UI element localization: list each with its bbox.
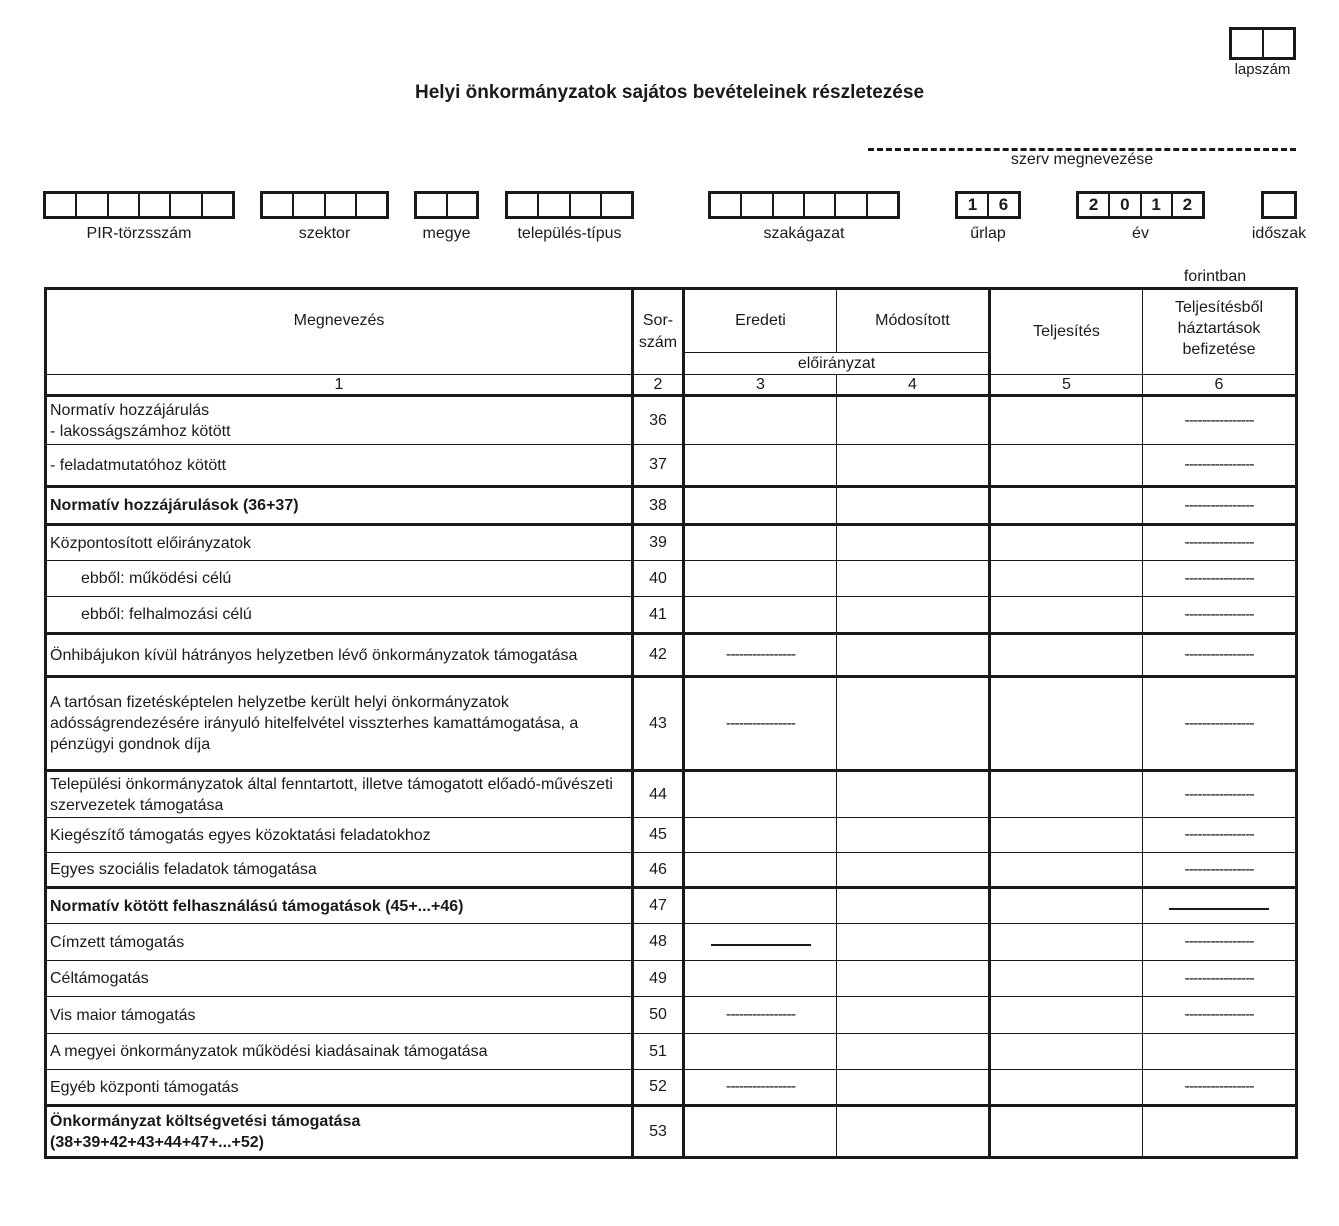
ev-boxes[interactable] — [1076, 191, 1205, 219]
value-cell-col5[interactable] — [990, 677, 1143, 771]
value-cell-col6[interactable]: ---------------- — [1143, 677, 1297, 771]
table-row — [46, 396, 1297, 445]
header-modositott: Módosított — [837, 289, 990, 353]
unit-label: forintban — [1183, 268, 1247, 285]
row-name: A megyei önkormányzatok működési kiadásainak támogatása — [46, 1034, 633, 1070]
row-name: Normatív hozzájárulások (36+37) — [46, 487, 633, 525]
value-cell-col5[interactable] — [990, 396, 1143, 445]
pir-cell[interactable] — [203, 194, 232, 216]
row-number: 38 — [633, 487, 684, 525]
value-cell-col6[interactable]: ---------------- — [1143, 561, 1297, 597]
row-number: 47 — [633, 888, 684, 924]
value-cell-col6[interactable]: ---------------- — [1143, 1070, 1297, 1106]
column-number: 1 — [46, 375, 633, 396]
urlap-boxes[interactable] — [955, 191, 1021, 219]
header-megnevezes: Megnevezés — [46, 289, 633, 375]
table-row — [46, 487, 1297, 525]
header-haztartasok: Teljesítésből háztartások befizetése — [1143, 289, 1297, 375]
table-row — [46, 924, 1297, 961]
szektor-label: szektor — [298, 225, 351, 242]
table-row — [46, 961, 1297, 997]
row-name: ebből: működési célú — [46, 561, 633, 597]
row-number: 52 — [633, 1070, 684, 1106]
value-cell-col6[interactable]: ---------------- — [1143, 525, 1297, 561]
value-cell-col3[interactable] — [684, 525, 837, 561]
revenue-table — [44, 287, 1298, 1159]
value-cell-col3[interactable] — [684, 924, 837, 961]
column-number: 2 — [633, 375, 684, 396]
ev-cell[interactable]: 0 — [1110, 194, 1141, 216]
value-cell-col6[interactable]: ---------------- — [1143, 634, 1297, 677]
szektor-cell[interactable] — [263, 194, 294, 216]
value-cell-col5[interactable] — [990, 1070, 1143, 1106]
szektor-boxes[interactable] — [260, 191, 389, 219]
row-number: 48 — [633, 924, 684, 961]
value-cell-col5[interactable] — [990, 445, 1143, 487]
table-row — [46, 561, 1297, 597]
szakagazat-cell[interactable] — [742, 194, 773, 216]
value-cell-col4[interactable] — [837, 561, 990, 597]
value-cell-col4[interactable] — [837, 771, 990, 818]
value-cell-col3[interactable] — [684, 961, 837, 997]
value-cell-col3[interactable] — [684, 1106, 837, 1158]
solid-line-mark — [711, 944, 811, 946]
value-cell-col3[interactable] — [684, 561, 837, 597]
value-cell-col3[interactable] — [684, 487, 837, 525]
szakagazat-cell[interactable] — [774, 194, 805, 216]
row-number: 49 — [633, 961, 684, 997]
table-row — [46, 771, 1297, 818]
lapszam-label: lapszám — [1234, 61, 1291, 78]
row-name: Céltámogatás — [46, 961, 633, 997]
row-name: Normatív hozzájárulás - lakosságszámhoz kötött — [46, 396, 633, 445]
value-cell-col4[interactable] — [837, 1106, 990, 1158]
value-cell-col5[interactable] — [990, 597, 1143, 634]
value-cell-col6[interactable]: ---------------- — [1143, 597, 1297, 634]
value-cell-col4[interactable] — [837, 888, 990, 924]
value-cell-col6[interactable] — [1143, 888, 1297, 924]
row-name: Egyes szociális feladatok támogatása — [46, 853, 633, 888]
value-cell-col6[interactable] — [1143, 1106, 1297, 1158]
megye-label: megye — [422, 225, 471, 242]
row-name: - feladatmutatóhoz kötött — [46, 445, 633, 487]
row-name: Önhibájukon kívül hátrányos helyzetben lévő önkormányzatok támogatása — [46, 634, 633, 677]
value-cell-col5[interactable] — [990, 1106, 1143, 1158]
urlap-cell[interactable]: 6 — [998, 195, 1009, 214]
pir-boxes[interactable] — [43, 191, 235, 219]
table-row — [46, 445, 1297, 487]
row-name: Kiegészítő támogatás egyes közoktatási feladatokhoz — [46, 818, 633, 853]
szektor-cell[interactable] — [294, 194, 325, 216]
row-number: 45 — [633, 818, 684, 853]
value-cell-col3[interactable] — [684, 597, 837, 634]
row-number: 41 — [633, 597, 684, 634]
telepules-cell[interactable] — [508, 194, 539, 216]
idoszak-label: időszak — [1251, 225, 1307, 242]
row-name: Címzett támogatás — [46, 924, 633, 961]
row-number: 39 — [633, 525, 684, 561]
value-cell-col4[interactable] — [837, 634, 990, 677]
megye-cell[interactable] — [417, 194, 448, 216]
urlap-label: űrlap — [970, 225, 1006, 242]
value-cell-col3[interactable] — [684, 771, 837, 818]
telepules-cell[interactable] — [571, 194, 602, 216]
pir-cell[interactable] — [77, 194, 108, 216]
row-number: 46 — [633, 853, 684, 888]
pir-cell[interactable] — [46, 194, 77, 216]
table-row — [46, 1106, 1297, 1158]
table-row — [46, 1034, 1297, 1070]
telepules-cell[interactable] — [602, 194, 631, 216]
row-name: Önkormányzat költségvetési támogatása (38+39+42+43+44+47+...+52) — [46, 1106, 633, 1158]
ev-label: év — [1132, 225, 1149, 242]
value-cell-col4[interactable] — [837, 597, 990, 634]
row-name: ebből: felhalmozási célú — [46, 597, 633, 634]
pir-cell[interactable] — [140, 194, 171, 216]
column-number: 3 — [684, 375, 837, 396]
szakagazat-cell[interactable] — [836, 194, 867, 216]
szakagazat-boxes[interactable] — [708, 191, 900, 219]
row-number: 40 — [633, 561, 684, 597]
idoszak-cell[interactable] — [1264, 194, 1294, 216]
value-cell-col4[interactable] — [837, 525, 990, 561]
table-row — [46, 525, 1297, 561]
value-cell-col6[interactable]: ---------------- — [1143, 924, 1297, 961]
value-cell-col4[interactable] — [837, 818, 990, 853]
column-number: 6 — [1143, 375, 1297, 396]
table-row — [46, 818, 1297, 853]
value-cell-col5[interactable] — [990, 997, 1143, 1034]
row-number: 53 — [633, 1106, 684, 1158]
telepules-boxes[interactable] — [505, 191, 634, 219]
row-number: 43 — [633, 677, 684, 771]
table-row — [46, 997, 1297, 1034]
szektor-cell[interactable] — [326, 194, 357, 216]
page-title: Helyi önkormányzatok sajátos bevételeinek részletezése — [414, 82, 925, 103]
value-cell-col6[interactable]: ---------------- — [1143, 818, 1297, 853]
header-eredeti: Eredeti — [684, 289, 837, 353]
row-name: Települési önkormányzatok által fenntartott, illetve támogatott előadó-művészeti szervezetek támogatása — [46, 771, 633, 818]
value-cell-col5[interactable] — [990, 924, 1143, 961]
row-number: 37 — [633, 445, 684, 487]
value-cell-col3[interactable] — [684, 818, 837, 853]
value-cell-col5[interactable] — [990, 771, 1143, 818]
value-cell-col5[interactable] — [990, 1034, 1143, 1070]
value-cell-col3[interactable] — [684, 853, 837, 888]
value-cell-col4[interactable] — [837, 924, 990, 961]
ev-cell[interactable]: 2 — [1079, 194, 1110, 216]
row-name: Vis maior támogatás — [46, 997, 633, 1034]
table-row — [46, 597, 1297, 634]
value-cell-col5[interactable] — [990, 634, 1143, 677]
value-cell-col6[interactable]: ---------------- — [1143, 487, 1297, 525]
value-cell-col6[interactable]: ---------------- — [1143, 771, 1297, 818]
value-cell-col6[interactable] — [1143, 1034, 1297, 1070]
row-name: Központosított előirányzatok — [46, 525, 633, 561]
column-number: 5 — [990, 375, 1143, 396]
value-cell-col4[interactable] — [837, 396, 990, 445]
row-name: Egyéb központi támogatás — [46, 1070, 633, 1106]
table-row — [46, 888, 1297, 924]
value-cell-col3[interactable]: ---------------- — [684, 1070, 837, 1106]
value-cell-col6[interactable]: ---------------- — [1143, 445, 1297, 487]
solid-line-mark — [1169, 908, 1269, 910]
urlap-cell[interactable]: 1 — [958, 194, 989, 216]
lapszam-box[interactable] — [1229, 27, 1296, 60]
value-cell-col5[interactable] — [990, 818, 1143, 853]
row-number: 36 — [633, 396, 684, 445]
telepules-label: település-típus — [517, 225, 622, 242]
pir-cell[interactable] — [109, 194, 140, 216]
row-name: A tartósan fizetésképtelen helyzetbe került helyi önkormányzatok adósságrendezésére irányuló hitelfelvétel visszterhes kamattámogatása, a pénzügyi gondnok díja — [46, 677, 633, 771]
value-cell-col6[interactable]: ---------------- — [1143, 961, 1297, 997]
telepules-cell[interactable] — [539, 194, 570, 216]
table-row — [46, 1070, 1297, 1106]
value-cell-col4[interactable] — [837, 677, 990, 771]
szakagazat-label: szakágazat — [763, 225, 845, 242]
value-cell-col3[interactable] — [684, 445, 837, 487]
value-cell-col3[interactable] — [684, 396, 837, 445]
value-cell-col3[interactable]: ---------------- — [684, 634, 837, 677]
row-name: Normatív kötött felhasználású támogatások (45+...+46) — [46, 888, 633, 924]
header-sorszam: Sor- szám — [633, 289, 684, 375]
table-row — [46, 677, 1297, 771]
value-cell-col3[interactable]: ---------------- — [684, 997, 837, 1034]
value-cell-col6[interactable]: ---------------- — [1143, 396, 1297, 445]
value-cell-col5[interactable] — [990, 888, 1143, 924]
ev-cell[interactable]: 2 — [1182, 195, 1193, 214]
value-cell-col5[interactable] — [990, 487, 1143, 525]
table-row — [46, 853, 1297, 888]
header-teljesites: Teljesítés — [990, 289, 1143, 375]
value-cell-col4[interactable] — [837, 853, 990, 888]
value-cell-col6[interactable]: ---------------- — [1143, 997, 1297, 1034]
idoszak-boxes[interactable] — [1261, 191, 1297, 219]
value-cell-col4[interactable] — [837, 487, 990, 525]
pir-cell[interactable] — [171, 194, 202, 216]
value-cell-col4[interactable] — [837, 1034, 990, 1070]
value-cell-col4[interactable] — [837, 997, 990, 1034]
ev-cell[interactable]: 1 — [1142, 194, 1173, 216]
value-cell-col6[interactable]: ---------------- — [1143, 853, 1297, 888]
megye-cell[interactable] — [448, 194, 477, 216]
szakagazat-cell[interactable] — [868, 194, 897, 216]
value-cell-col5[interactable] — [990, 525, 1143, 561]
value-cell-col5[interactable] — [990, 961, 1143, 997]
value-cell-col3[interactable]: ---------------- — [684, 677, 837, 771]
value-cell-col4[interactable] — [837, 961, 990, 997]
table-row — [46, 634, 1297, 677]
szakagazat-cell[interactable] — [711, 194, 742, 216]
lapszam-cell[interactable] — [1232, 30, 1264, 57]
header-eloiranyzat: előirányzat — [684, 353, 990, 375]
row-number: 44 — [633, 771, 684, 818]
value-cell-col3[interactable] — [684, 888, 837, 924]
value-cell-col4[interactable] — [837, 1070, 990, 1106]
value-cell-col4[interactable] — [837, 445, 990, 487]
szerv-label: szerv megnevezése — [1010, 151, 1154, 168]
szakagazat-cell[interactable] — [805, 194, 836, 216]
value-cell-col5[interactable] — [990, 561, 1143, 597]
row-number: 51 — [633, 1034, 684, 1070]
row-number: 50 — [633, 997, 684, 1034]
value-cell-col3[interactable] — [684, 1034, 837, 1070]
pir-label: PIR-törzsszám — [86, 225, 192, 242]
lapszam-cell[interactable] — [1264, 30, 1294, 57]
row-number: 42 — [633, 634, 684, 677]
value-cell-col5[interactable] — [990, 853, 1143, 888]
szektor-cell[interactable] — [357, 194, 386, 216]
column-number: 4 — [837, 375, 990, 396]
megye-boxes[interactable] — [414, 191, 479, 219]
